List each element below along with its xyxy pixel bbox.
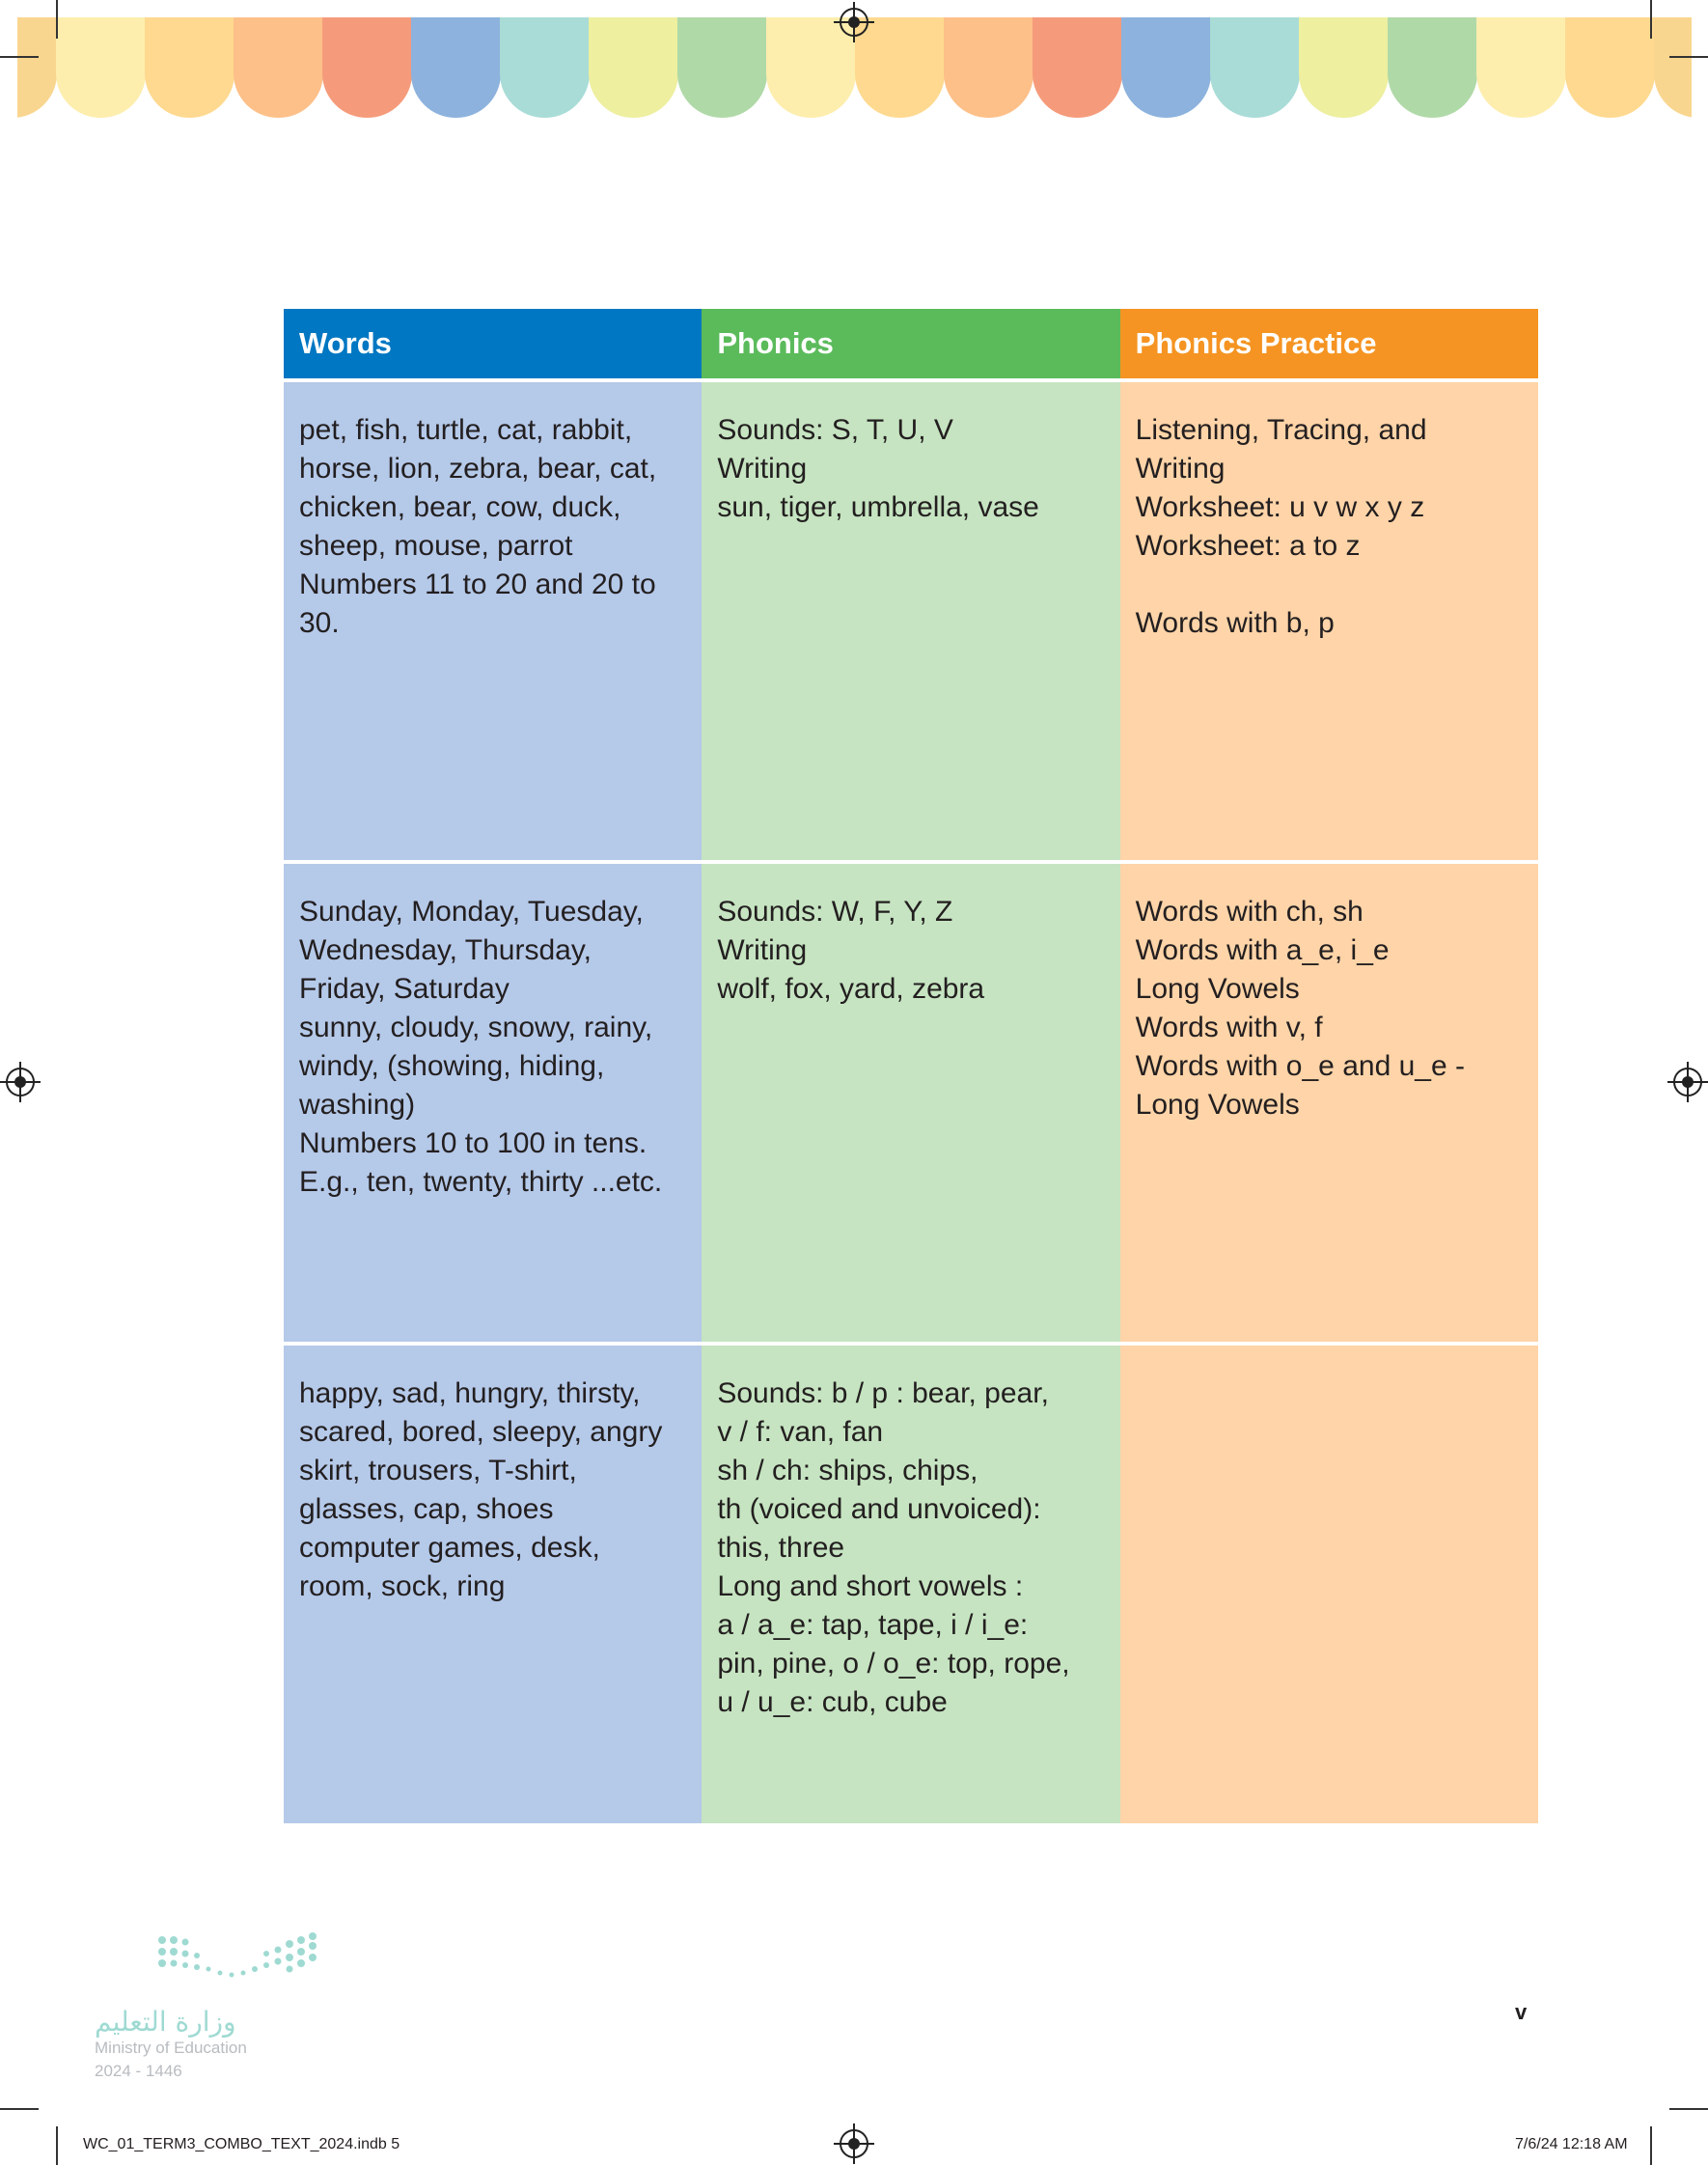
cell-phonics: Sounds: S, T, U, V Writing sun, tiger, umbrella, vase	[702, 382, 1119, 860]
header-phonics: Phonics	[702, 309, 1119, 378]
registration-mark-icon	[840, 2129, 868, 2158]
logo-dots-icon	[152, 1930, 403, 1998]
header-phonics-practice: Phonics Practice	[1120, 309, 1538, 378]
crop-mark	[1650, 2126, 1652, 2165]
scallop	[1654, 17, 1692, 118]
registration-mark-icon	[6, 1068, 35, 1096]
logo-arabic-text: وزارة التعليم	[95, 2006, 236, 2038]
table-header-row	[284, 309, 1538, 378]
scallop	[411, 17, 501, 118]
scallop	[322, 17, 412, 118]
scallop	[17, 17, 57, 118]
scallop	[1210, 17, 1300, 118]
cell-practice: Words with ch, sh Words with a_e, i_e Long Vowels Words with v, f Words with o_e and u_e - Long Vowels	[1120, 864, 1538, 1342]
crop-mark	[0, 2108, 39, 2110]
crop-mark	[1650, 0, 1652, 39]
cell-words: pet, fish, turtle, cat, rabbit, horse, lion, zebra, bear, cat, chicken, bear, cow, duck, sheep, mouse, parrot Numbers 11 to 20 and 20 to 30.	[284, 382, 702, 860]
crop-mark	[56, 0, 58, 39]
cell-phonics: Sounds: W, F, Y, Z Writing wolf, fox, yard, zebra	[702, 864, 1119, 1342]
scallop	[766, 17, 856, 118]
scallop	[1565, 17, 1655, 118]
cell-practice: Listening, Tracing, and Writing Worksheet: u v w x y z Worksheet: a to z Words with b, p	[1120, 382, 1538, 860]
crop-mark	[1669, 56, 1708, 58]
print-slug-date: 7/6/24 12:18 AM	[1515, 2136, 1628, 2152]
scallop	[1121, 17, 1211, 118]
crop-mark	[56, 2126, 58, 2165]
scallop	[944, 17, 1033, 118]
registration-mark-icon	[840, 8, 868, 37]
crop-mark	[1669, 2108, 1708, 2110]
cell-words: Sunday, Monday, Tuesday, Wednesday, Thursday, Friday, Saturday sunny, cloudy, snowy, rainy, windy, (showing, hiding, washing) Numbers 10 to 100 in tens. E.g., ten, twenty, thirty ...etc.	[284, 864, 702, 1342]
scallop	[500, 17, 590, 118]
scallop	[56, 17, 146, 118]
scallop	[145, 17, 234, 118]
cell-practice	[1120, 1346, 1538, 1823]
print-slug-file: WC_01_TERM3_COMBO_TEXT_2024.indb 5	[83, 2136, 400, 2152]
ministry-logo	[95, 1930, 345, 2085]
page-number: v	[1515, 2000, 1528, 2024]
scallop	[1476, 17, 1566, 118]
scallop	[855, 17, 945, 118]
cell-phonics: Sounds: b / p : bear, pear, v / f: van, fan sh / ch: ships, chips, th (voiced and unvoiced): this, three Long and short vowels : a / a_e: tap, tape, i / i_e: pin, pine, o / o_e: top, rope, u / u_e: cub, cube	[702, 1346, 1119, 1823]
cell-words: happy, sad, hungry, thirsty, scared, bored, sleepy, angry skirt, trousers, T-shirt, glasses, cap, shoes computer games, desk, room, sock, ring	[284, 1346, 702, 1823]
logo-english-text: Ministry of Education	[95, 2039, 247, 2057]
registration-mark-icon	[1673, 1068, 1702, 1096]
crop-mark	[0, 56, 39, 58]
scallop	[234, 17, 323, 118]
scallop	[677, 17, 767, 118]
scallop	[1033, 17, 1122, 118]
curriculum-table	[284, 309, 1538, 1823]
table-row	[284, 378, 1538, 860]
table-row	[284, 1342, 1538, 1823]
scallop	[589, 17, 678, 118]
scallop	[1388, 17, 1477, 118]
logo-year-text: 2024 - 1446	[95, 2062, 182, 2080]
scallop	[1299, 17, 1389, 118]
table-row	[284, 860, 1538, 1342]
header-words: Words	[284, 309, 702, 378]
